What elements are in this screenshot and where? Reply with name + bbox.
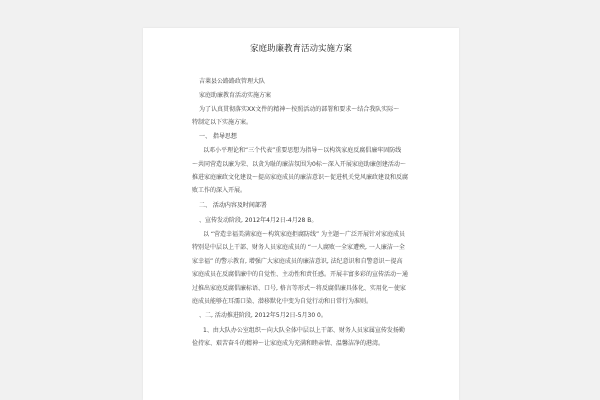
intro-line: 特制定以下实施方案。 [192,119,253,126]
paragraph-line: ～共同营造以廉为荣、以贪为耻的廉洁氛围为0标～深入开展家庭助廉创建活动～ [192,161,406,168]
paragraph-line: 俭持家、艰苦奋斗的精神～让家庭成为充满和睦亲情、温馨洁净的港湾。 [192,340,385,347]
paragraph-line: 家庭成员在反腐倡廉中的自觉性、主动性和责任感。开展丰富多彩的宣传活动～通 [192,271,409,278]
section-heading: 一、 指导思想 [199,133,237,140]
stage-heading: 、二, 活动推进阶段, 2012年5月2日-5月30 0。 [199,312,327,319]
paragraph-line: 庭成员能够在耳濡口染、潜移默化中变为自觉行动和日常行为准则。 [192,298,373,305]
paragraph-line: 以邓小平理论和“三个代表”重要思想为指导～以构筑家庭反腐倡廉牢固防线 [203,147,402,154]
paragraph-line: 推进家庭廉政文化建设～提高家庭成员的廉洁意识～促进机关党风廉政建设和反腐 [192,174,409,181]
paragraph-line: 败工作的深入开展。 [192,187,247,194]
paragraph-line: 1、由大队办公室组织～向大队全体中层以上干部、财务人员家属宣传发扬勤 [203,327,405,334]
document-title: 家庭助廉教育活动实施方案 [249,44,352,54]
stage-heading: 、宣传发动阶段, 2012年4月2日-4月28 B。 [199,217,318,224]
document-subtitle: 家庭助廉教育活动实施方案 [199,92,272,99]
organization-name: 吉莱县公路路政管理大队 [199,78,266,85]
paragraph-line: 特别是中层以上干部、财务人员家庭成员的 “一人腐败一全家遭殃, 一人廉洁一全 [192,244,405,251]
document-page [143,28,459,400]
intro-line: 为了认真贯彻落实XX文件的精神～按照活动的部署和要求～结合我队实际～ [199,106,400,113]
paragraph-line: 以 “营造幸福美满家庭～构筑家庭拒腐防线” 为主题～广泛开展针对家庭成员 [203,231,406,238]
paragraph-line: 家幸福” 的警示教育, 增强广大家庭成员的廉洁意识, 法纪意识和自警意识～提高 [192,258,403,265]
section-heading: 二、 活动内容及时间部署 [199,202,267,209]
paragraph-line: 过推出家庭反腐倡廉标语、口号, 格言等形式～将反腐倡廉具体化、实用化～使家 [192,285,406,292]
